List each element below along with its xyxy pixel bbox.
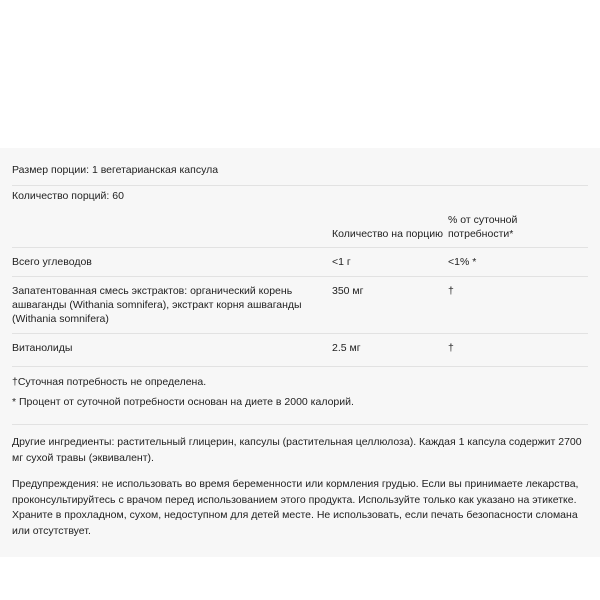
- spacer: [12, 410, 588, 420]
- column-header-amount-per-serving: Количество на порцию: [332, 207, 448, 248]
- nutrient-amount: 350 мг: [332, 277, 448, 334]
- column-header-daily-value: % от суточной потребности*: [448, 207, 588, 248]
- spacer-2: [12, 425, 588, 435]
- nutrient-daily-value: †: [448, 342, 454, 354]
- table-row: [12, 277, 588, 334]
- nutrition-table: [12, 207, 588, 362]
- footnote-dagger: †Суточная потребность не определена.: [12, 376, 207, 388]
- table-header-row: [12, 207, 588, 248]
- table-body: [12, 248, 588, 363]
- servings-per-container-line: Количество порций: 60: [12, 190, 124, 202]
- footnote-asterisk: * Процент от суточной потребности основан на диете в 2000 калорий.: [12, 396, 354, 408]
- table-row: [12, 248, 588, 277]
- warnings-text: Предупреждения: не использовать во время беременности или кормления грудью. Если вы принимаете лекарства, проконсультируйтесь с врачом перед использованием этого продукта. Используйте только как указано на этикетке. Храните в прохладном, сухом, недоступном для детей месте. Не использовать, если печать безопасности сломана или отсутствует.: [12, 478, 579, 537]
- nutrient-name: Витанолиды: [12, 342, 73, 354]
- column-header-nutrient: [12, 207, 332, 248]
- nutrient-amount: 2.5 мг: [332, 342, 361, 354]
- serving-size-line: Размер порции: 1 вегетарианская капсула: [12, 164, 219, 176]
- nutrient-name: Запатентованная смесь экстрактов: органический корень ашваганды (Withania somnifera), экстракт корня ашваганды (Withania somnifera): [12, 277, 332, 334]
- other-ingredients-text: Другие ингредиенты: растительный глицерин, капсулы (растительная целлюлоза). Каждая 1 капсула содержит 2700 мг сухой травы (эквивалент).: [12, 436, 582, 464]
- nutrient-amount: <1 г: [332, 248, 448, 277]
- nutrient-daily-value: †: [448, 277, 588, 334]
- table-row: [12, 334, 588, 363]
- supplement-facts-panel: [0, 148, 600, 557]
- nutrient-daily-value: <1% *: [448, 248, 588, 277]
- nutrient-name: Всего углеводов: [12, 248, 332, 277]
- table-header: [12, 207, 588, 248]
